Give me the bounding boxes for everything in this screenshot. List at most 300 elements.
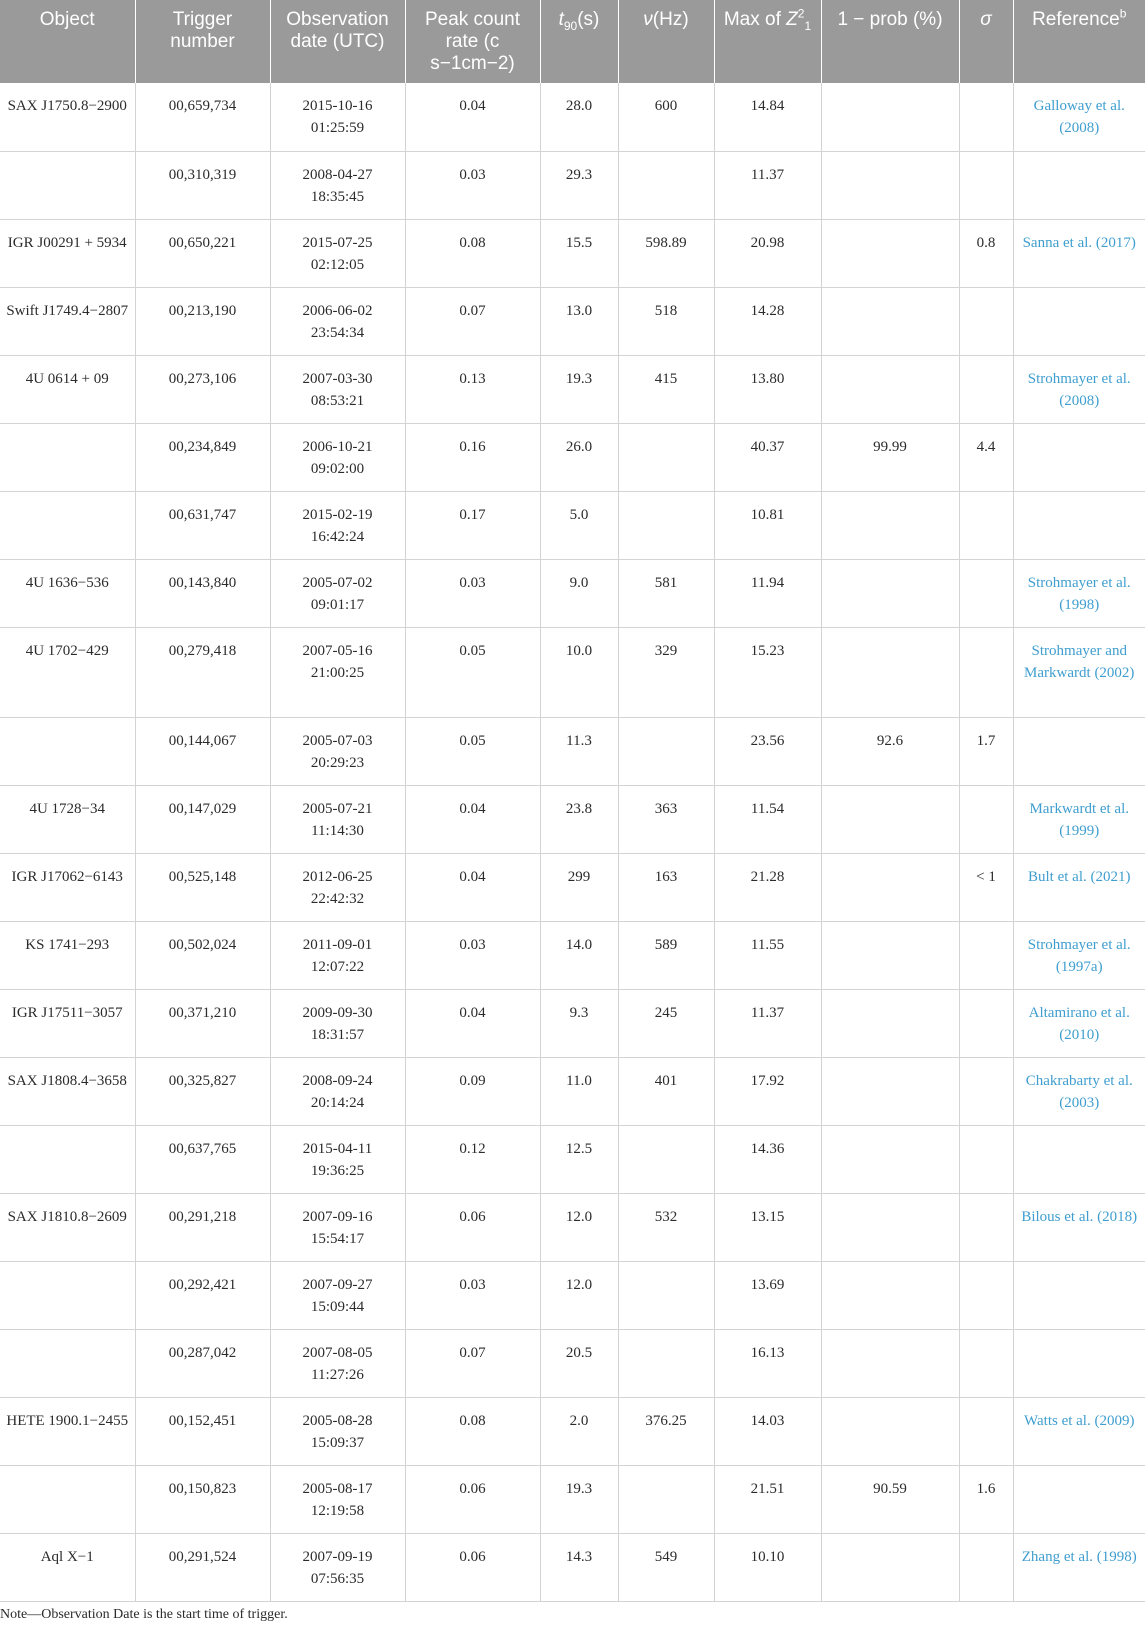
- cell-trigger: 00,144,067: [135, 717, 270, 785]
- cell-time: 22:42:32: [310, 890, 365, 907]
- cell-ref[interactable]: Strohmayer et al. (2008): [1013, 355, 1145, 423]
- cell-object: SAX J1808.4−3658: [0, 1057, 135, 1125]
- cell-ref[interactable]: Galloway et al. (2008): [1013, 83, 1145, 151]
- cell-z: 11.37: [714, 151, 821, 219]
- cell-trigger: 00,143,840: [135, 559, 270, 627]
- cell-ref[interactable]: Bilous et al. (2018): [1013, 1193, 1145, 1261]
- cell-obsdate: [270, 1465, 405, 1533]
- header-trigger-label: Trigger number: [170, 9, 235, 52]
- cell-date: 2011-09-01: [302, 936, 373, 953]
- cell-peak: 0.03: [405, 559, 540, 627]
- table-row: [0, 627, 1145, 717]
- cell-z: 14.28: [714, 287, 821, 355]
- cell-time: 12:19:58: [310, 1502, 365, 1519]
- cell-peak: 0.07: [405, 1329, 540, 1397]
- cell-obsdate: [270, 1329, 405, 1397]
- cell-trigger: 00,310,319: [135, 151, 270, 219]
- cell-obsdate: [270, 853, 405, 921]
- header-z: [714, 0, 821, 83]
- cell-prob: [821, 355, 959, 423]
- cell-t90: 13.0: [540, 287, 618, 355]
- cell-obsdate: [270, 1261, 405, 1329]
- header-nu-label: ν(Hz): [643, 9, 689, 30]
- cell-peak: 0.06: [405, 1193, 540, 1261]
- cell-object: [0, 151, 135, 219]
- cell-nu: 245: [618, 989, 714, 1057]
- cell-t90: 14.0: [540, 921, 618, 989]
- cell-prob: 90.59: [821, 1465, 959, 1533]
- cell-t90: 20.5: [540, 1329, 618, 1397]
- cell-peak: 0.04: [405, 83, 540, 151]
- header-ref: [1013, 0, 1145, 83]
- cell-obsdate: [270, 1193, 405, 1261]
- cell-peak: 0.06: [405, 1533, 540, 1601]
- cell-time: 15:09:37: [310, 1434, 365, 1451]
- header-prob: [821, 0, 959, 83]
- cell-peak: 0.03: [405, 921, 540, 989]
- cell-sigma: [959, 83, 1013, 151]
- cell-prob: 92.6: [821, 717, 959, 785]
- cell-prob: [821, 559, 959, 627]
- cell-prob: [821, 1261, 959, 1329]
- cell-sigma: [959, 1057, 1013, 1125]
- cell-prob: [821, 989, 959, 1057]
- cell-sigma: 1.6: [959, 1465, 1013, 1533]
- table-row: [0, 83, 1145, 151]
- cell-z: 11.55: [714, 921, 821, 989]
- cell-nu: 598.89: [618, 219, 714, 287]
- cell-ref[interactable]: Altamirano et al. (2010): [1013, 989, 1145, 1057]
- cell-prob: [821, 491, 959, 559]
- header-t90-label: $t_{90}(s)$: [558, 9, 600, 33]
- cell-time: 02:12:05: [310, 256, 365, 273]
- cell-sigma: [959, 491, 1013, 559]
- cell-date: 2006-06-02: [302, 302, 373, 319]
- cell-ref: [1013, 423, 1145, 491]
- cell-z: 11.37: [714, 989, 821, 1057]
- cell-time: 15:54:17: [310, 1230, 365, 1247]
- cell-ref: [1013, 287, 1145, 355]
- cell-date: 2007-09-16: [302, 1208, 373, 1225]
- cell-trigger: 00,291,524: [135, 1533, 270, 1601]
- cell-time: 16:42:24: [310, 528, 365, 545]
- cell-ref[interactable]: Zhang et al. (1998): [1013, 1533, 1145, 1601]
- cell-trigger: 00,150,823: [135, 1465, 270, 1533]
- cell-sigma: [959, 921, 1013, 989]
- cell-trigger: 00,287,042: [135, 1329, 270, 1397]
- header-trigger: [135, 0, 270, 83]
- cell-prob: [821, 1397, 959, 1465]
- cell-prob: [821, 151, 959, 219]
- cell-date: 2009-09-30: [302, 1004, 373, 1021]
- cell-z: 13.15: [714, 1193, 821, 1261]
- cell-time: 18:31:57: [310, 1026, 365, 1043]
- cell-ref: [1013, 1125, 1145, 1193]
- cell-time: 08:53:21: [310, 392, 365, 409]
- cell-prob: [821, 287, 959, 355]
- cell-ref: [1013, 1329, 1145, 1397]
- cell-prob: 99.99: [821, 423, 959, 491]
- cell-object: SAX J1810.8−2609: [0, 1193, 135, 1261]
- table-row: [0, 355, 1145, 423]
- cell-obsdate: [270, 151, 405, 219]
- table-row: [0, 717, 1145, 785]
- cell-time: 23:54:34: [310, 324, 365, 341]
- cell-date: 2005-08-17: [302, 1480, 373, 1497]
- cell-peak: 0.09: [405, 1057, 540, 1125]
- table-row: [0, 785, 1145, 853]
- header-object-label: Object: [39, 9, 95, 30]
- cell-obsdate: [270, 717, 405, 785]
- cell-time: 19:36:25: [310, 1162, 365, 1179]
- cell-nu: 589: [618, 921, 714, 989]
- cell-nu: 363: [618, 785, 714, 853]
- cell-date: 2005-07-02: [302, 574, 373, 591]
- cell-date: 2005-08-28: [302, 1412, 373, 1429]
- cell-z: 23.56: [714, 717, 821, 785]
- cell-trigger: 00,631,747: [135, 491, 270, 559]
- cell-nu: 549: [618, 1533, 714, 1601]
- cell-date: 2007-05-16: [302, 642, 373, 659]
- cell-trigger: 00,325,827: [135, 1057, 270, 1125]
- table-row: [0, 559, 1145, 627]
- cell-trigger: 00,234,849: [135, 423, 270, 491]
- cell-sigma: [959, 627, 1013, 717]
- cell-t90: 11.3: [540, 717, 618, 785]
- cell-obsdate: [270, 423, 405, 491]
- header-z-label: Max of $Z^2_1$: [723, 6, 812, 33]
- cell-obsdate: [270, 559, 405, 627]
- cell-t90: 2.0: [540, 1397, 618, 1465]
- cell-obsdate: [270, 989, 405, 1057]
- cell-sigma: [959, 989, 1013, 1057]
- cell-date: 2006-10-21: [302, 438, 373, 455]
- cell-object: [0, 717, 135, 785]
- table-row: [0, 989, 1145, 1057]
- cell-nu: 376.25: [618, 1397, 714, 1465]
- cell-z: 14.84: [714, 83, 821, 151]
- cell-object: [0, 1125, 135, 1193]
- cell-peak: 0.08: [405, 219, 540, 287]
- cell-ref: [1013, 151, 1145, 219]
- cell-nu: 518: [618, 287, 714, 355]
- cell-t90: 12.5: [540, 1125, 618, 1193]
- cell-peak: 0.05: [405, 627, 540, 717]
- table-row: [0, 287, 1145, 355]
- table-row: [0, 151, 1145, 219]
- cell-z: 13.69: [714, 1261, 821, 1329]
- cell-peak: 0.04: [405, 853, 540, 921]
- cell-t90: 26.0: [540, 423, 618, 491]
- cell-obsdate: [270, 1057, 405, 1125]
- cell-date: 2008-04-27: [302, 166, 373, 183]
- cell-nu: [618, 717, 714, 785]
- cell-trigger: 00,213,190: [135, 287, 270, 355]
- cell-object: 4U 1728−34: [0, 785, 135, 853]
- cell-prob: [821, 1329, 959, 1397]
- cell-ref[interactable]: Bult et al. (2021): [1013, 853, 1145, 921]
- cell-date: 2015-04-11: [302, 1140, 373, 1157]
- cell-nu: 329: [618, 627, 714, 717]
- cell-t90: 15.5: [540, 219, 618, 287]
- cell-peak: 0.17: [405, 491, 540, 559]
- cell-prob: [821, 83, 959, 151]
- header-sigma-label: σ: [980, 9, 992, 30]
- table-row: [0, 921, 1145, 989]
- cell-t90: 19.3: [540, 355, 618, 423]
- header-obsdate-label: Observation date (UTC): [286, 9, 389, 52]
- cell-trigger: 00,291,218: [135, 1193, 270, 1261]
- cell-nu: [618, 1329, 714, 1397]
- cell-obsdate: [270, 921, 405, 989]
- cell-date: 2007-09-19: [302, 1548, 373, 1565]
- cell-t90: 299: [540, 853, 618, 921]
- cell-date: 2007-09-27: [302, 1276, 373, 1293]
- cell-trigger: 00,371,210: [135, 989, 270, 1057]
- cell-nu: 163: [618, 853, 714, 921]
- cell-ref[interactable]: Strohmayer et al. (1997a): [1013, 921, 1145, 989]
- cell-prob: [821, 785, 959, 853]
- cell-ref: [1013, 1465, 1145, 1533]
- cell-date: 2015-02-19: [302, 506, 373, 523]
- cell-time: 11:27:26: [311, 1366, 364, 1383]
- cell-nu: [618, 423, 714, 491]
- cell-obsdate: [270, 785, 405, 853]
- table-row: [0, 1057, 1145, 1125]
- cell-ref[interactable]: Chakrabarty et al. (2003): [1013, 1057, 1145, 1125]
- cell-object: IGR J17511−3057: [0, 989, 135, 1057]
- cell-z: 17.92: [714, 1057, 821, 1125]
- cell-date: 2005-07-21: [302, 800, 373, 817]
- table-row: [0, 491, 1145, 559]
- cell-sigma: [959, 1261, 1013, 1329]
- cell-sigma: [959, 355, 1013, 423]
- cell-obsdate: [270, 219, 405, 287]
- cell-z: 40.37: [714, 423, 821, 491]
- cell-nu: [618, 1261, 714, 1329]
- cell-z: 11.54: [714, 785, 821, 853]
- cell-ref[interactable]: Strohmayer and Markwardt (2002): [1013, 627, 1145, 717]
- cell-z: 21.51: [714, 1465, 821, 1533]
- cell-date: 2012-06-25: [302, 868, 373, 885]
- cell-trigger: 00,659,734: [135, 83, 270, 151]
- table-body: [0, 83, 1145, 1601]
- cell-peak: 0.03: [405, 151, 540, 219]
- cell-object: IGR J00291 + 5934: [0, 219, 135, 287]
- cell-z: 11.94: [714, 559, 821, 627]
- cell-peak: 0.12: [405, 1125, 540, 1193]
- cell-object: 4U 1636−536: [0, 559, 135, 627]
- cell-nu: 415: [618, 355, 714, 423]
- table-row: [0, 1329, 1145, 1397]
- cell-date: 2015-10-16: [302, 98, 373, 114]
- cell-z: 15.23: [714, 627, 821, 717]
- cell-trigger: 00,152,451: [135, 1397, 270, 1465]
- cell-object: 4U 1702−429: [0, 627, 135, 717]
- cell-obsdate: [270, 627, 405, 717]
- cell-time: 07:56:35: [310, 1570, 365, 1587]
- cell-object: [0, 491, 135, 559]
- table-row: [0, 1261, 1145, 1329]
- cell-peak: 0.04: [405, 989, 540, 1057]
- header-sigma: [959, 0, 1013, 83]
- cell-object: HETE 1900.1−2455: [0, 1397, 135, 1465]
- cell-ref[interactable]: Watts et al. (2009): [1013, 1397, 1145, 1465]
- cell-t90: 12.0: [540, 1193, 618, 1261]
- table-row: [0, 219, 1145, 287]
- cell-prob: [821, 853, 959, 921]
- cell-object: [0, 423, 135, 491]
- cell-ref: [1013, 1261, 1145, 1329]
- cell-t90: 23.8: [540, 785, 618, 853]
- cell-t90: 19.3: [540, 1465, 618, 1533]
- header-peak: [405, 0, 540, 83]
- header-ref-label: Reference$^b$: [1032, 6, 1127, 30]
- cell-object: [0, 1329, 135, 1397]
- cell-object: Aql X−1: [0, 1533, 135, 1601]
- cell-prob: [821, 1125, 959, 1193]
- cell-t90: 9.3: [540, 989, 618, 1057]
- table-row: [0, 853, 1145, 921]
- cell-sigma: [959, 1125, 1013, 1193]
- table-row: [0, 1193, 1145, 1261]
- cell-t90: 28.0: [540, 83, 618, 151]
- cell-object: 4U 0614 + 09: [0, 355, 135, 423]
- cell-time: 09:01:17: [310, 596, 365, 613]
- cell-trigger: 00,650,221: [135, 219, 270, 287]
- cell-obsdate: [270, 491, 405, 559]
- cell-nu: [618, 1125, 714, 1193]
- cell-peak: 0.07: [405, 287, 540, 355]
- cell-z: 10.10: [714, 1533, 821, 1601]
- cell-trigger: 00,292,421: [135, 1261, 270, 1329]
- cell-trigger: 00,279,418: [135, 627, 270, 717]
- table-row: [0, 1465, 1145, 1533]
- cell-nu: 532: [618, 1193, 714, 1261]
- cell-sigma: [959, 785, 1013, 853]
- table-row: [0, 1397, 1145, 1465]
- cell-prob: [821, 219, 959, 287]
- cell-object: [0, 1261, 135, 1329]
- cell-t90: 5.0: [540, 491, 618, 559]
- cell-time: 15:09:44: [310, 1298, 365, 1315]
- cell-date: 2005-07-03: [302, 732, 373, 749]
- cell-t90: 9.0: [540, 559, 618, 627]
- table-row: [0, 423, 1145, 491]
- cell-t90: 11.0: [540, 1057, 618, 1125]
- header-row: [0, 0, 1145, 83]
- cell-t90: 12.0: [540, 1261, 618, 1329]
- cell-object: Swift J1749.4−2807: [0, 287, 135, 355]
- cell-prob: [821, 1193, 959, 1261]
- cell-sigma: [959, 151, 1013, 219]
- cell-z: 13.80: [714, 355, 821, 423]
- cell-object: [0, 1465, 135, 1533]
- cell-sigma: 0.8: [959, 219, 1013, 287]
- cell-ref: [1013, 491, 1145, 559]
- header-object: [0, 0, 135, 83]
- cell-obsdate: [270, 1125, 405, 1193]
- cell-prob: [821, 1057, 959, 1125]
- cell-nu: [618, 1465, 714, 1533]
- cell-date: 2007-08-05: [302, 1344, 373, 1361]
- cell-sigma: [959, 1533, 1013, 1601]
- cell-prob: [821, 1533, 959, 1601]
- cell-time: 18:35:45: [310, 188, 365, 205]
- cell-obsdate: [270, 1397, 405, 1465]
- cell-ref[interactable]: Sanna et al. (2017): [1013, 219, 1145, 287]
- cell-date: 2015-07-25: [302, 234, 373, 251]
- cell-time: 11:14:30: [311, 822, 364, 839]
- cell-nu: 600: [618, 83, 714, 151]
- cell-time: 20:14:24: [310, 1094, 365, 1111]
- cell-z: 14.36: [714, 1125, 821, 1193]
- cell-sigma: [959, 559, 1013, 627]
- cell-object: SAX J1750.8−2900: [0, 83, 135, 151]
- cell-time: 12:07:22: [310, 958, 365, 975]
- cell-trigger: 00,525,148: [135, 853, 270, 921]
- cell-sigma: 4.4: [959, 423, 1013, 491]
- cell-sigma: [959, 287, 1013, 355]
- cell-trigger: 00,147,029: [135, 785, 270, 853]
- cell-obsdate: [270, 287, 405, 355]
- cell-sigma: < 1: [959, 853, 1013, 921]
- cell-nu: 581: [618, 559, 714, 627]
- cell-obsdate: [270, 1533, 405, 1601]
- cell-z: 16.13: [714, 1329, 821, 1397]
- cell-trigger: 00,502,024: [135, 921, 270, 989]
- header-obsdate: [270, 0, 405, 83]
- cell-time: 21:00:25: [310, 664, 365, 681]
- cell-prob: [821, 921, 959, 989]
- cell-nu: [618, 491, 714, 559]
- cell-z: 10.81: [714, 491, 821, 559]
- cell-sigma: 1.7: [959, 717, 1013, 785]
- cell-peak: 0.03: [405, 1261, 540, 1329]
- cell-obsdate: [270, 355, 405, 423]
- cell-ref[interactable]: Strohmayer et al. (1998): [1013, 559, 1145, 627]
- cell-peak: 0.13: [405, 355, 540, 423]
- cell-t90: 10.0: [540, 627, 618, 717]
- cell-t90: 29.3: [540, 151, 618, 219]
- cell-obsdate: [270, 83, 405, 151]
- table-row: [0, 1533, 1145, 1601]
- cell-peak: 0.08: [405, 1397, 540, 1465]
- cell-trigger: 00,273,106: [135, 355, 270, 423]
- cell-peak: 0.05: [405, 717, 540, 785]
- cell-time: 09:02:00: [310, 460, 365, 477]
- cell-nu: [618, 151, 714, 219]
- cell-prob: [821, 627, 959, 717]
- cell-trigger: 00,637,765: [135, 1125, 270, 1193]
- cell-z: 14.03: [714, 1397, 821, 1465]
- table-row: [0, 1125, 1145, 1193]
- cell-z: 20.98: [714, 219, 821, 287]
- cell-peak: 0.06: [405, 1465, 540, 1533]
- cell-peak: 0.16: [405, 423, 540, 491]
- header-t90: [540, 0, 618, 83]
- cell-ref: [1013, 717, 1145, 785]
- cell-object: IGR J17062−6143: [0, 853, 135, 921]
- cell-z: 21.28: [714, 853, 821, 921]
- table-note: Note—Observation Date is the start time of trigger.: [0, 1607, 288, 1622]
- cell-date: 2008-09-24: [302, 1072, 373, 1089]
- cell-peak: 0.04: [405, 785, 540, 853]
- cell-sigma: [959, 1397, 1013, 1465]
- cell-ref[interactable]: Markwardt et al. (1999): [1013, 785, 1145, 853]
- cell-time: 01:25:59: [310, 120, 365, 136]
- cell-sigma: [959, 1329, 1013, 1397]
